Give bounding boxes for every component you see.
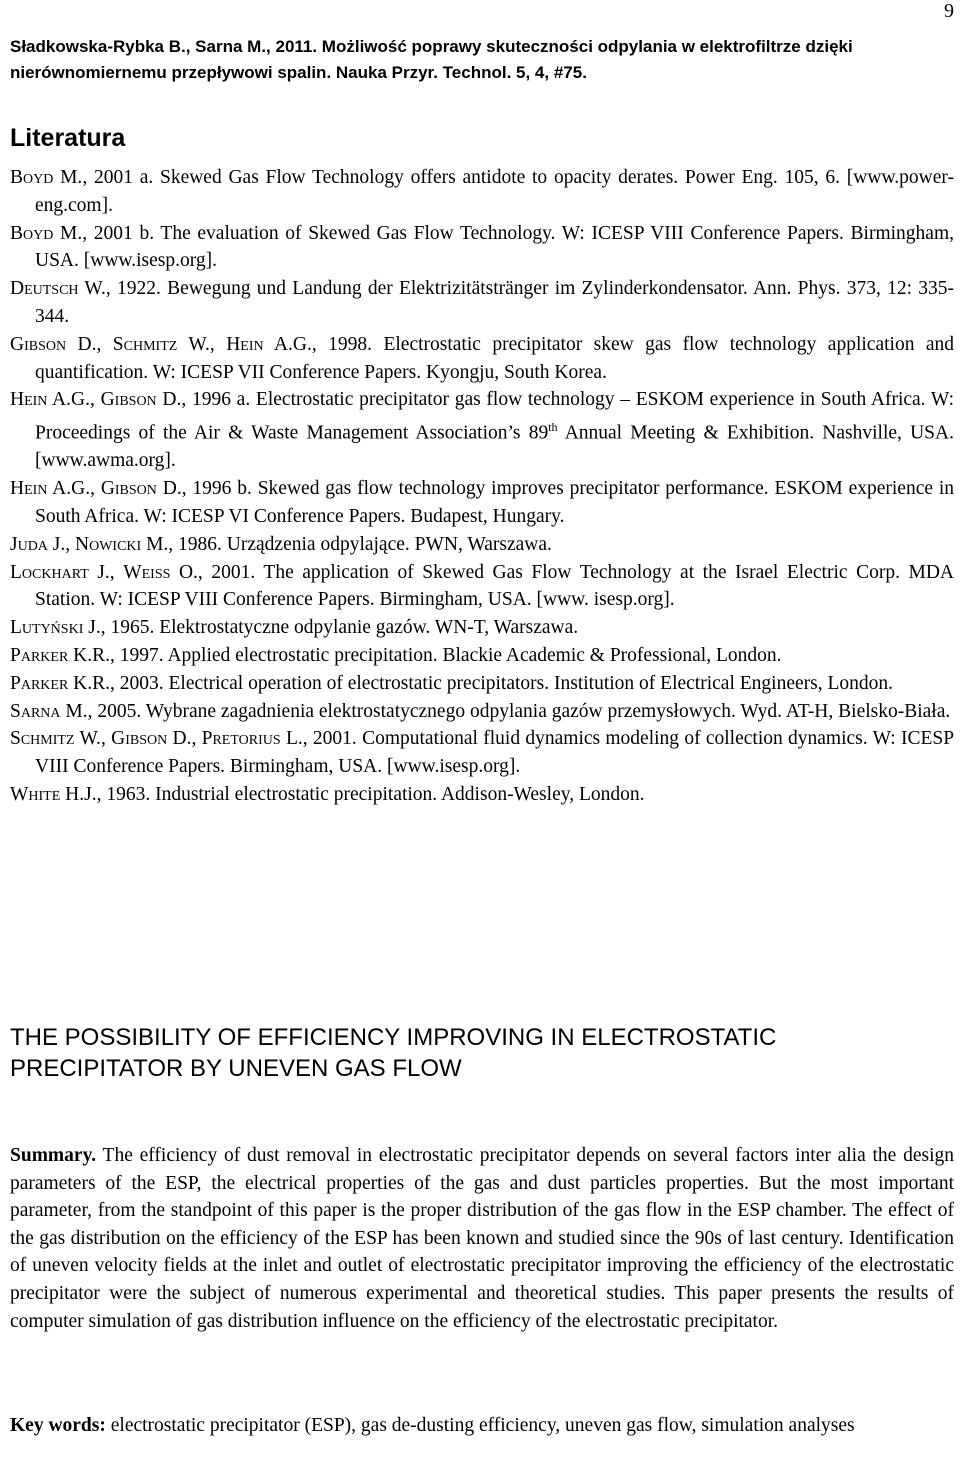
reference-entry bbox=[10, 475, 954, 531]
reference-entry bbox=[10, 531, 954, 559]
author-separator: , bbox=[209, 333, 227, 355]
author-name: Hein A.G. bbox=[10, 389, 90, 411]
author-name: Schmitz W. bbox=[112, 333, 210, 355]
author-name: Schmitz W. bbox=[10, 728, 101, 750]
author-separator: , bbox=[100, 728, 112, 750]
author-name: Nowicki M. bbox=[75, 533, 169, 555]
summary-paragraph bbox=[10, 1142, 954, 1335]
author-separator: , bbox=[90, 478, 101, 500]
literature-heading: Literatura bbox=[10, 124, 126, 152]
author-name: Boyd M. bbox=[10, 222, 83, 244]
english-title: THE POSSIBILITY OF EFFICIENCY IMPROVING IN ELECTROSTATIC PRECIPITATOR BY UNEVEN GAS FLOW bbox=[10, 1024, 777, 1082]
reference-entry bbox=[10, 386, 954, 475]
page-number: 9 bbox=[944, 0, 954, 22]
reference-details: , 1996 b. Skewed gas flow technology improves precipitator performance. ESKOM experience in South Africa. W: ICESP VI Conference Papers. Budapest, Hungary. bbox=[35, 478, 955, 528]
author-name: Parker K.R. bbox=[10, 645, 111, 667]
reference-entry bbox=[10, 670, 954, 698]
reference-details: , 1922. Bewegung und Landung der Elektrizitätstränger im Zylinderkondensator. Ann. Phys. 373, 12: 335-344. bbox=[35, 278, 954, 327]
keywords-label: Key words: bbox=[10, 1415, 106, 1436]
reference-details: , 2001. The application of Skewed Gas Flow Technology at the Israel Electric Corp. MDA Station. W: ICESP VIII Conference Papers. Birmingham, USA. [www. isesp.org]. bbox=[35, 561, 955, 611]
reference-entry bbox=[10, 275, 954, 331]
author-name: Juda J. bbox=[10, 533, 66, 555]
reference-details: , 2001 a. Skewed Gas Flow Technology offers antidote to opacity derates. Power Eng. 105, 6. [www.power-eng.com]. bbox=[35, 167, 954, 216]
summary-label: Summary. bbox=[10, 1145, 97, 1166]
author-name: Hein A.G. bbox=[226, 333, 312, 355]
reference-details: , 1997. Applied electrostatic precipitation. Blackie Academic & Professional, London. bbox=[110, 645, 782, 667]
reference-entry bbox=[10, 725, 954, 781]
author-name: Gibson D. bbox=[111, 728, 192, 750]
author-name: Parker K.R. bbox=[10, 672, 111, 694]
author-name: Hein A.G. bbox=[10, 478, 91, 500]
author-name: Lockhart J. bbox=[10, 561, 110, 583]
reference-details: , 1986. Urządzenia odpylające. PWN, Warszawa. bbox=[168, 533, 552, 555]
keywords-paragraph bbox=[10, 1412, 954, 1439]
reference-entry bbox=[10, 220, 954, 276]
author-name: Gibson D. bbox=[100, 478, 182, 500]
author-separator: , bbox=[96, 333, 113, 355]
author-separator: , bbox=[89, 389, 101, 411]
author-name: Boyd M. bbox=[10, 167, 83, 188]
reference-details: , 1963. Industrial electrostatic precipitation. Addison-Wesley, London. bbox=[96, 784, 645, 806]
reference-details: , 2001 b. The evaluation of Skewed Gas Flow Technology. W: ICESP VIII Conference Papers. Birmingham, USA. [www.isesp.org]. bbox=[35, 222, 954, 272]
reference-entry bbox=[10, 331, 954, 387]
author-name: Gibson D. bbox=[10, 333, 97, 355]
reference-details: , 1965. Elektrostatyczne odpylanie gazów. WN-T, Warszawa. bbox=[100, 617, 579, 639]
reference-details: , 2003. Electrical operation of electrostatic precipitators. Institution of Electrical Engineers, London. bbox=[110, 672, 893, 694]
superscript: th bbox=[548, 420, 558, 435]
author-name: Weiss O. bbox=[123, 561, 198, 583]
author-name: Pretorius L. bbox=[201, 728, 303, 750]
summary-text: The efficiency of dust removal in electrostatic precipitator depends on several factors inter alia the design parameters of the ESP, the electrical properties of the gas and dust particles properties. But the most important parameter, from the standpoint of this paper is the proper distribution of the gas flow in the ESP chamber. The effect of the gas distribution on the efficiency of the ESP has been known and studied since the 90s of last century. Identification of uneven velocity fields at the inlet and outlet of electrostatic precipitator improving the efficiency of the electrostatic precipitator were the subject of numerous experimental and theoretical studies. This paper presents the results of computer simulation of gas distribution influence on the efficiency of the electrostatic precipitator. bbox=[10, 1145, 954, 1332]
reference-details: , 1996 a. Electrostatic precipitator gas flow technology – ESKOM experience in South Africa. W: Proceedings of the Air & Waste Management Association’s 89 bbox=[35, 389, 955, 444]
keywords-text: electrostatic precipitator (ESP), gas de-dusting efficiency, uneven gas flow, simulation analyses bbox=[105, 1415, 855, 1436]
reference-details: , 1998. Electrostatic precipitator skew gas flow technology application and quantification. W: ICESP VII Conference Papers. Kyongju, South Korea. bbox=[35, 333, 955, 383]
reference-entry bbox=[10, 698, 954, 726]
reference-details-continued: Annual Meeting & Exhibition. Nashville, USA. [www.awma.org]. bbox=[35, 422, 954, 472]
reference-entry bbox=[10, 781, 954, 809]
reference-entry bbox=[10, 164, 954, 220]
author-name: White H.J. bbox=[10, 784, 97, 806]
reference-details: , 2001. Computational fluid dynamics modeling of collection dynamics. W: ICESP VIII Conference Papers. Birmingham, USA. [www.isesp.org]. bbox=[35, 728, 955, 778]
reference-details: , 2005. Wybrane zagadnienia elektrostatycznego odpylania gazów przemysłowych. Wyd. AT-H, Bielsko-Biała. bbox=[87, 700, 951, 722]
author-name: Sarna M. bbox=[10, 700, 88, 722]
author-name: Gibson D. bbox=[100, 389, 182, 411]
author-name: Lutyński J. bbox=[10, 617, 101, 639]
reference-entry bbox=[10, 614, 954, 642]
author-separator: , bbox=[191, 728, 202, 750]
reference-entry bbox=[10, 559, 954, 615]
author-separator: , bbox=[65, 533, 76, 555]
running-header: Sładkowska-Rybka B., Sarna M., 2011. Możliwość poprawy skuteczności odpylania w elektrofiltrze dzięki nierównomiernemu przepływowi spalin. Nauka Przyr. Technol. 5, 4, #75. bbox=[10, 37, 853, 82]
author-name: Deutsch W. bbox=[10, 278, 106, 300]
reference-entry bbox=[10, 642, 954, 670]
reference-list bbox=[10, 164, 954, 809]
author-separator: , bbox=[109, 561, 124, 583]
